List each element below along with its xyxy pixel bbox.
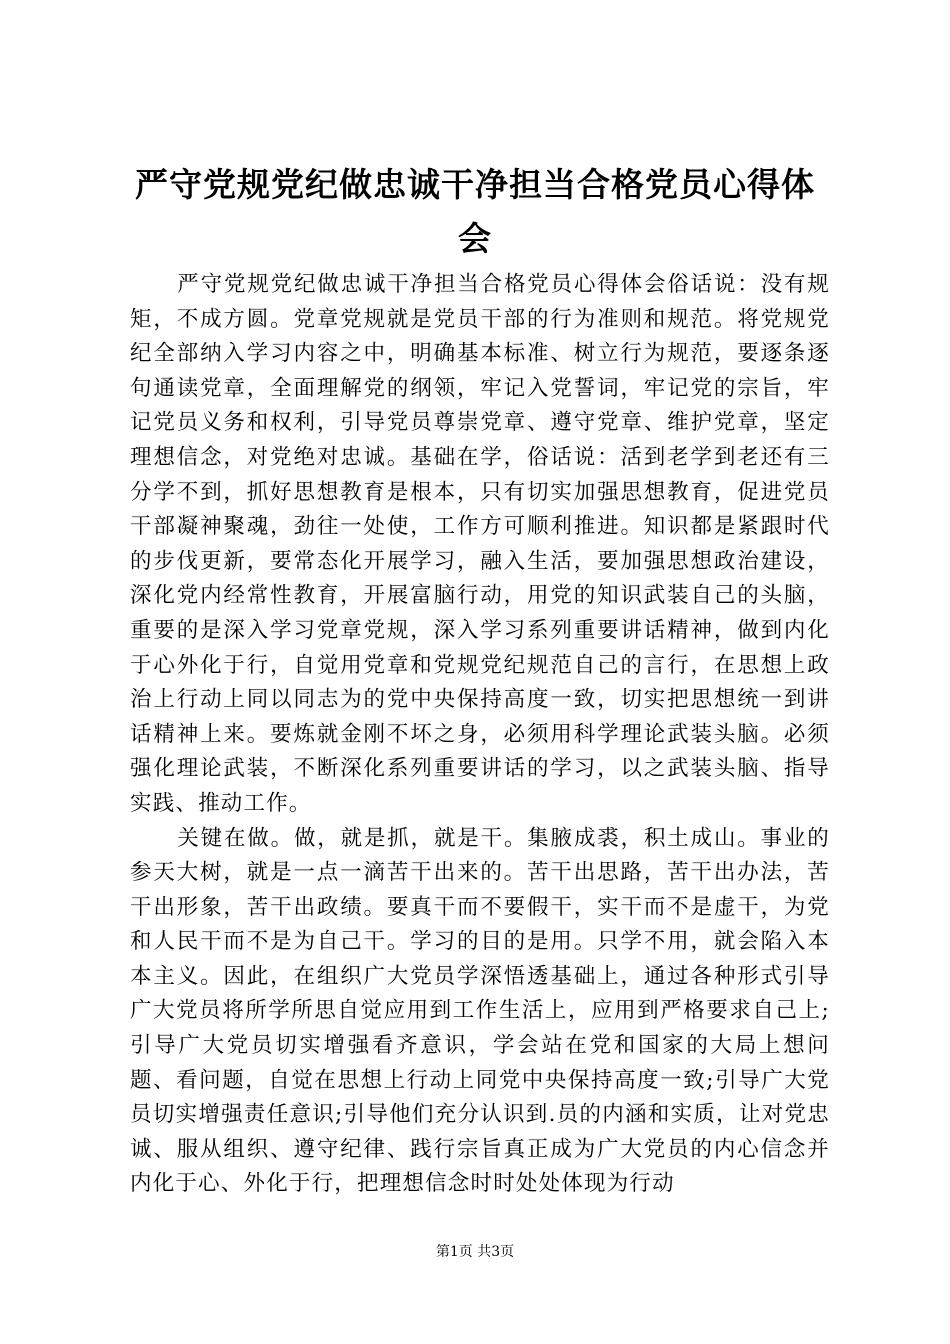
document-title: 严守党规党纪做忠诚干净担当合格党员心得体会 (135, 165, 815, 258)
paragraph: 严守党规党纪做忠诚干净担当合格党员心得体会俗话说：没有规矩，不成方圆。党章党规就是党员干部的行为准则和规范。将党规党纪全部纳入学习内容之中，明确基本标准、树立行为规范，要逐条逐句通读党章，全面理解党的纲领，牢记入党誓词，牢记党的宗旨，牢记党员义务和权利，引导党员尊崇党章、遵守党章、维护党章，坚定理想信念，对党绝对忠诚。基础在学，俗话说：活到老学到老还有三分学不到，抓好思想教育是根本，只有切实加强思想教育，促进党员干部凝神聚魂，劲往一处使，工作方可顺利推进。知识都是紧跟时代的步伐更新，要常态化开展学习，融入生活，要加强思想政治建设，深化党内经常性教育，开展富脑行动，用党的知识武装自己的头脑，重要的是深入学习党章党规，深入学习系列重要讲话精神，做到内化于心外化于行，自觉用党章和党规党纪规范自己的言行，在思想上政治上行动上同以同志为的党中央保持高度一致，切实把思想统一到讲话精神上来。要炼就金刚不坏之身，必须用科学理论武装头脑。必须强化理论武装，不断深化系列重要讲话的学习，以之武装头脑、指导实践、推动工作。 (130, 272, 830, 816)
page-footer: 第1页 共3页 (435, 1244, 515, 1260)
paragraph: 关键在做。做，就是抓，就是干。集腋成裘，积土成山。事业的参天大树，就是一点一滴苦干出来的。苦干出思路，苦干出办法，苦干出形象，苦干出政绩。要真干而不要假干，实干而不是虚干，为党和人民干而不是为自己干。学习的目的是用。只学不用，就会陷入本本主义。因此，在组织广大党员学深悟透基础上，通过各种形式引导广大党员将所学所思自觉应用到工作生活上，应用到严格要求自己上;引导广大党员切实增强看齐意识，学会站在党和国家的大局上想问题、看问题，自觉在思想上行动上同党中央保持高度一致;引导广大党员切实增强责任意识;引导他们充分认识到.员的内涵和实质，让对党忠诚、服从组织、遵守纪律、践行宗旨真正成为广大党员的内心信念并内化于心、外化于行，把理想信念时时处处体现为行动 (130, 825, 830, 1197)
document-body (130, 268, 830, 1202)
